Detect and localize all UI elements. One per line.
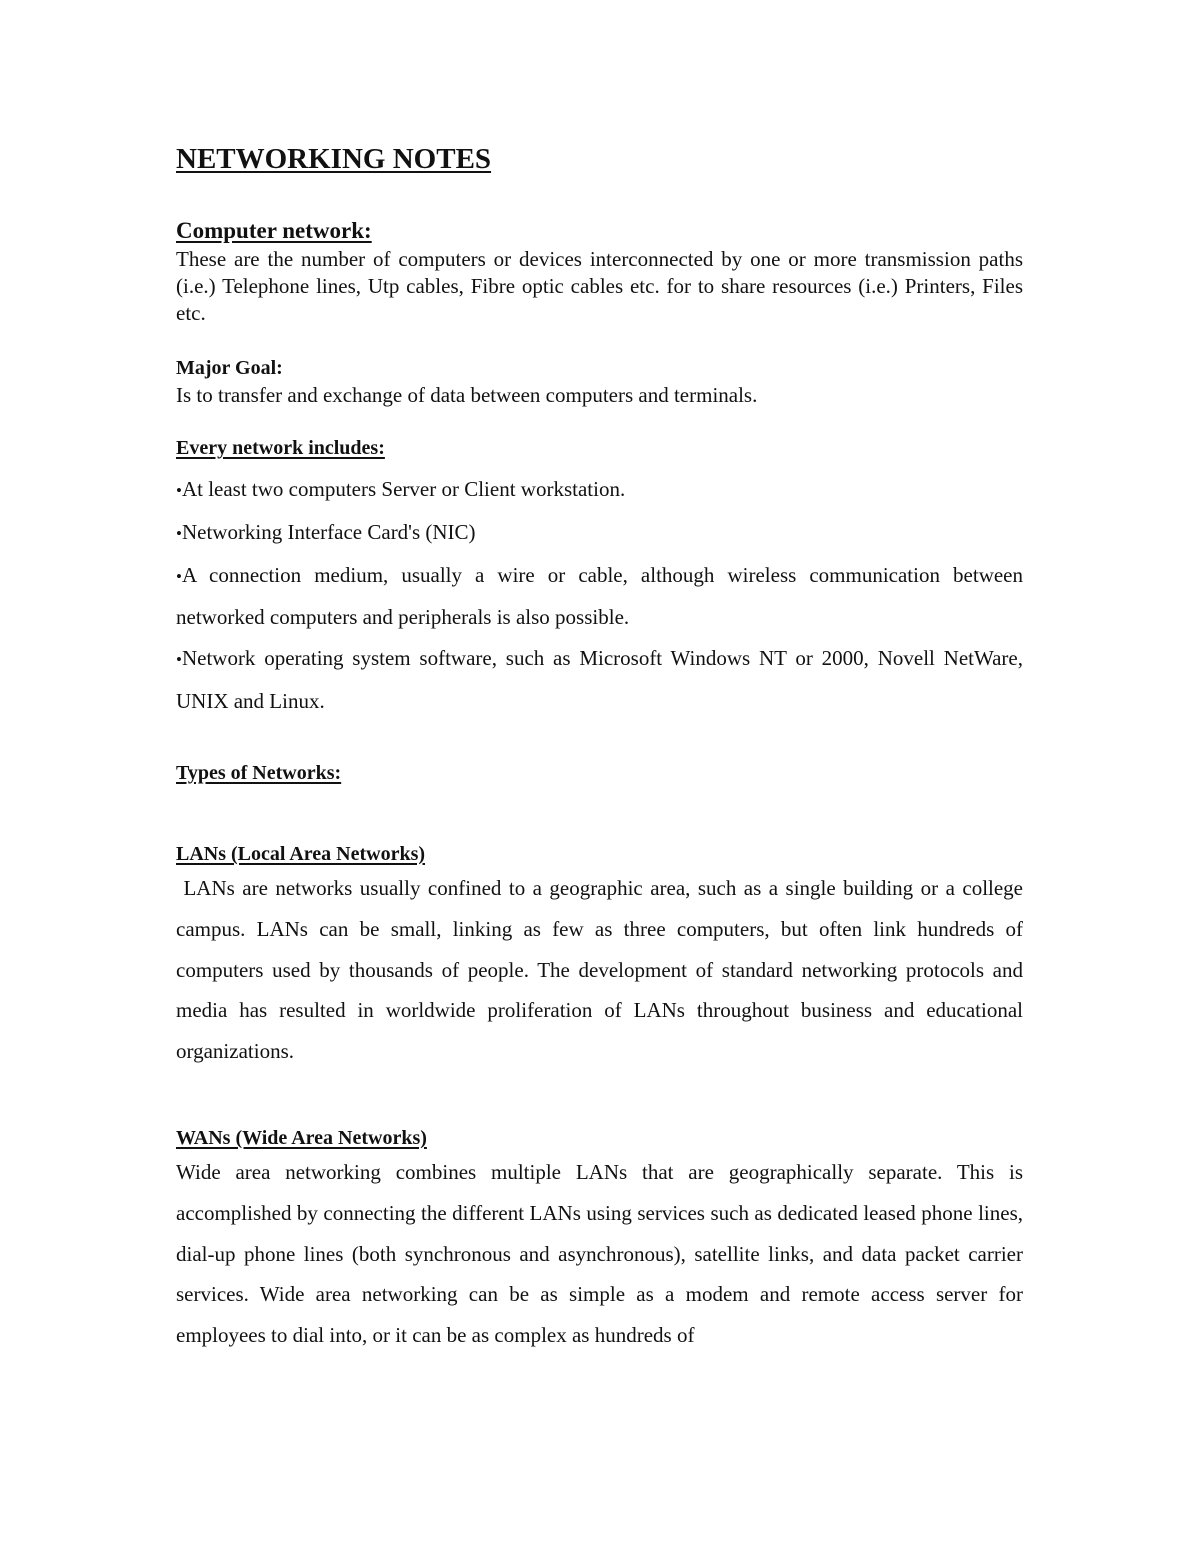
list-item-text: A connection medium, usually a wire or cable, although wireless communication between networked computers and peripherals is also possible. [176, 562, 1023, 630]
bullet-dot: • [176, 566, 182, 586]
wans-text: Wide area networking combines multiple LANs that are geographically separate. This is accomplished by connecting the different LANs using services such as dedicated leased phone lines, dial-up phone lines (both synchronous and asynchronous), satellite links, and data packet carrier services. Wide area networking can be as simple as a modem and remote access server for employees to dial into, or it can be as complex as hundreds of [176, 1160, 1023, 1348]
heading-computer-network: Computer network: [176, 218, 372, 243]
document-title: NETWORKING NOTES [176, 143, 492, 175]
heading-major-goal: Major Goal: [176, 357, 283, 379]
list-item-text: At least two computers Server or Client workstation. [181, 477, 626, 501]
list-item [176, 638, 1023, 722]
heading-every-network: Every network includes: [176, 437, 385, 459]
section-types-of-networks [176, 760, 1023, 787]
bullet-dot: • [176, 481, 182, 500]
section-wans [176, 1125, 1023, 1356]
list-item [176, 555, 1023, 639]
computer-network-text: These are the number of computers or devices interconnected by one or more transmission paths (i.e.) Telephone lines, Utp cables, Fibre optic cables etc. for to share resources (i.e.) Printers, Files etc. [176, 247, 1023, 325]
list-item-text: Network operating system software, such as Microsoft Windows NT or 2000, Novell NetWare, UNIX and Linux. [176, 646, 1023, 713]
section-lans [176, 841, 1029, 1072]
lans-text: LANs are networks usually confined to a geographic area, such as a single building or a college campus. LANs can be small, linking as few as three computers, but often link hundreds of computers used by thousands of people. The development of standard networking protocols and media has resulted in worldwide proliferation of LANs throughout business and educational organizations. [176, 876, 1029, 1064]
heading-types-of-networks: Types of Networks: [176, 762, 342, 784]
heading-wans: WANs (Wide Area Networks) [176, 1127, 427, 1149]
section-major-goal [176, 355, 1023, 409]
list-item-text: Networking Interface Card's (NIC) [181, 519, 476, 544]
list-item [176, 512, 1023, 555]
bullet-dot: • [176, 523, 182, 543]
heading-lans: LANs (Local Area Networks) [176, 843, 426, 865]
major-goal-text: Is to transfer and exchange of data between computers and terminals. [176, 383, 758, 407]
section-every-network [176, 435, 1023, 722]
section-computer-network [176, 216, 1023, 327]
bullet-dot: • [176, 650, 182, 670]
network-components-list [176, 469, 1023, 722]
list-item [176, 469, 1023, 512]
